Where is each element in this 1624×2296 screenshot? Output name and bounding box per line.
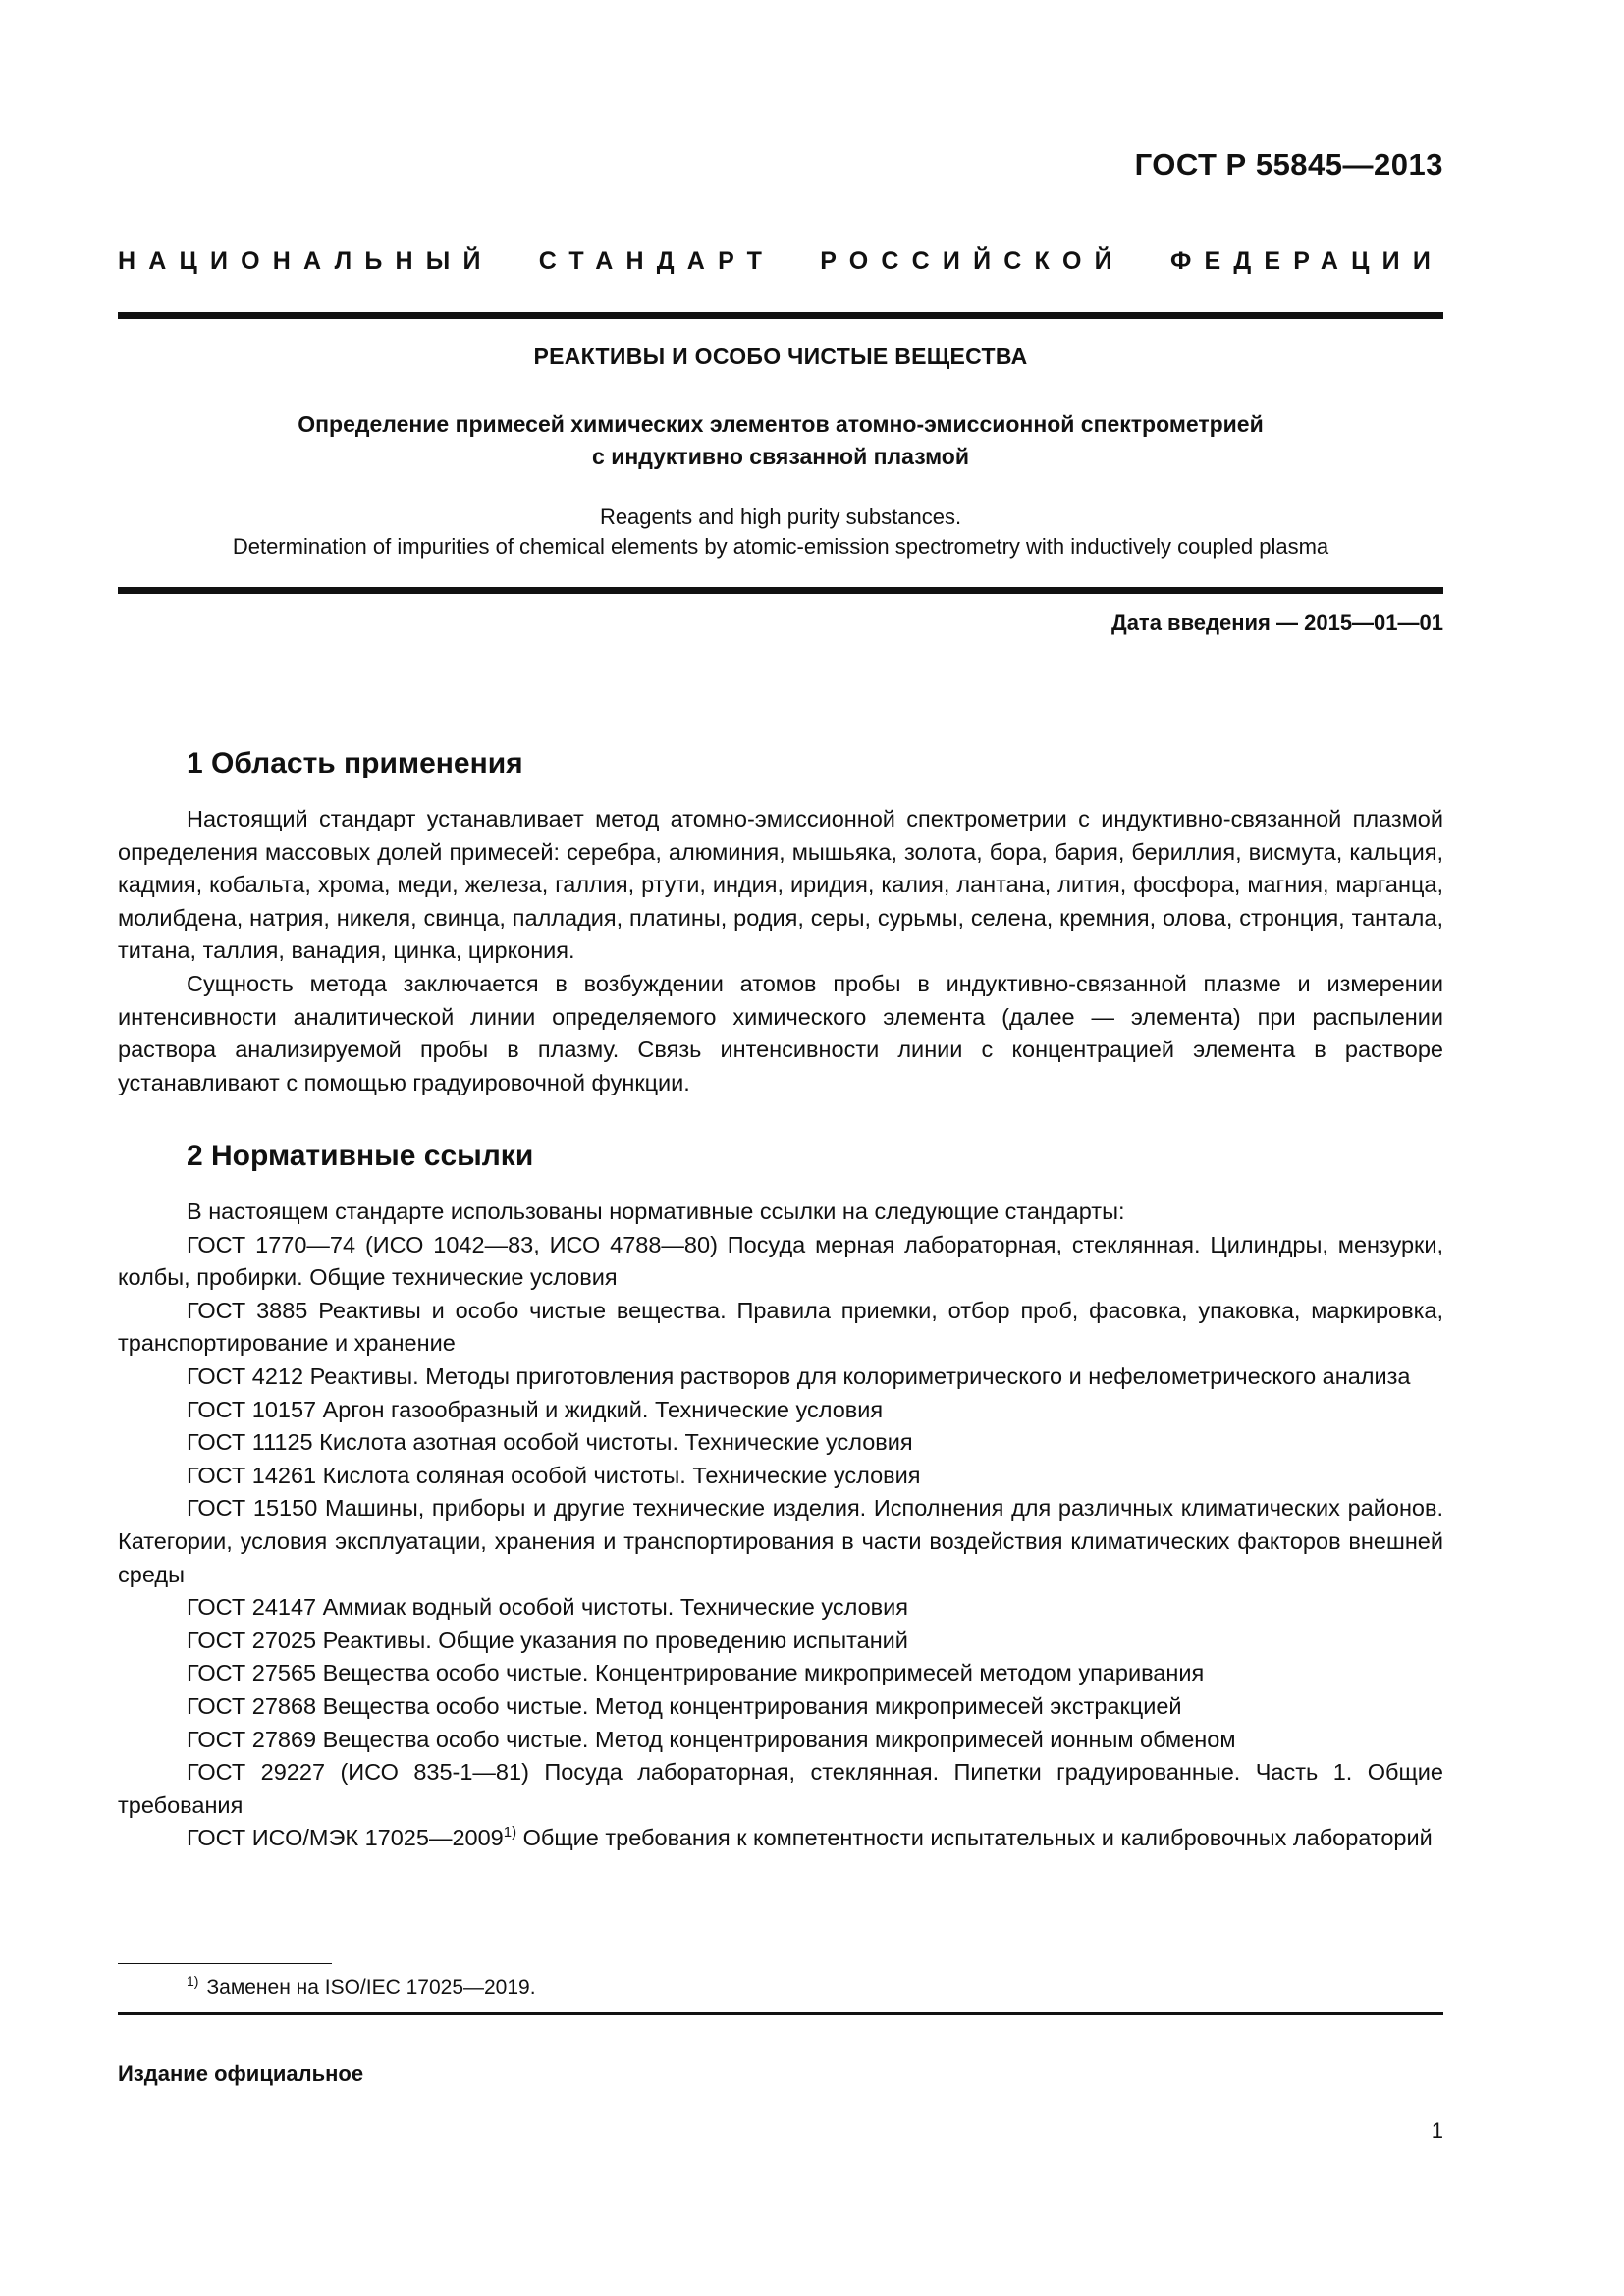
reference-item: ГОСТ 24147 Аммиак водный особой чистоты. Технические условия xyxy=(187,1594,908,1621)
footnote-divider xyxy=(118,1963,332,1964)
reference-item: ГОСТ 15150 Машины, приборы и другие технические изделия. Исполнения для различных климатических районов. Категории, условия эксплуатации, хранения и транспортирования в части воздействия климатических факторов внешней среды xyxy=(118,1495,1443,1587)
footnote-mark: 1) xyxy=(187,1973,199,1989)
reference-text: Общие требования к компетентности испытательных и калибровочных лабораторий xyxy=(516,1825,1433,1851)
reference-item: ГОСТ 27565 Вещества особо чистые. Концентрирование микропримесей методом упаривания xyxy=(187,1660,1205,1686)
reference-item-last xyxy=(118,1822,1443,1855)
paragraph: Сущность метода заключается в возбуждении атомов пробы в индуктивно-связанной плазме и измерении интенсивности аналитической линии определяемого химического элемента (далее — элемента) при распылении раствора анализируемой пробы в плазму. Связь интенсивности линии с концентрацией элемента в растворе устанавливают с помощью градуировочной функции. xyxy=(118,970,1443,1095)
top-divider xyxy=(118,312,1443,319)
section-heading: 2 Нормативные ссылки xyxy=(187,1140,534,1172)
reference-item: ГОСТ 27869 Вещества особо чистые. Метод концентрирования микропримесей ионным обменом xyxy=(187,1726,1236,1752)
section-heading: 1 Область применения xyxy=(187,747,523,779)
reference-item: ГОСТ 4212 Реактивы. Методы приготовления растворов для колориметрического и нефелометрического анализа xyxy=(187,1362,1411,1389)
footnote-marker[interactable]: 1) xyxy=(503,1824,517,1842)
reference-item: ГОСТ 29227 (ИСО 835-1—81) Посуда лабораторная, стеклянная. Пипетки градуированные. Часть 1. Общие требования xyxy=(118,1759,1443,1818)
document-number: ГОСТ Р 55845—2013 xyxy=(1134,147,1443,182)
title-divider xyxy=(118,587,1443,594)
reference-item: ГОСТ 1770—74 (ИСО 1042—83, ИСО 4788—80) Посуда мерная лабораторная, стеклянная. Цилиндры, мензурки, колбы, пробирки. Общие технические условия xyxy=(118,1231,1443,1291)
section-normative-references xyxy=(118,1137,1443,1855)
english-title-line-2: Determination of impurities of chemical elements by atomic-emission spectrometry with inductively coupled plasma xyxy=(232,534,1329,559)
reference-code: ГОСТ ИСО/МЭК 17025—2009 xyxy=(187,1825,504,1851)
document-page xyxy=(118,0,1443,2296)
document-title: РЕАКТИВЫ И ОСОБО ЧИСТЫЕ ВЕЩЕСТВА xyxy=(533,344,1028,369)
section-scope xyxy=(118,744,1443,1099)
reference-item: ГОСТ 11125 Кислота азотная особой чистоты. Технические условия xyxy=(187,1429,913,1456)
paragraph: Настоящий стандарт устанавливает метод атомно-эмиссионной спектрометрии с индуктивно-связанной плазмой определения массовых долей примесей: серебра, алюминия, мышьяка, золота, бора, бария, бериллия, висмута, кальция, кадмия, кобальта, хрома, меди, железа, галлия, ртути, индия, иридия, калия, лантана, лития, фосфора, магния, марганца, молибдена, натрия, никеля, свинца, палладия, платины, родия, серы, сурьмы, селена, кремния, олова, стронция, тантала, титана, таллия, ванадия, цинка, циркония. xyxy=(118,806,1443,964)
footnote-text: Заменен на ISO/IEC 17025—2019. xyxy=(206,1976,536,1999)
reference-item: ГОСТ 27025 Реактивы. Общие указания по проведению испытаний xyxy=(187,1627,908,1653)
edition-label: Издание официальное xyxy=(118,2061,364,2086)
introduction-date: Дата введения — 2015—01—01 xyxy=(1111,611,1443,635)
english-title xyxy=(118,503,1443,561)
reference-item: ГОСТ 27868 Вещества особо чистые. Метод концентрирования микропримесей экстракцией xyxy=(187,1692,1182,1719)
national-standard-banner: НАЦИОНАЛЬНЫЙ СТАНДАРТ РОССИЙСКОЙ ФЕДЕРАЦИИ xyxy=(118,247,1443,275)
subtitle-line-1: Определение примесей химических элементов атомно-эмиссионной спектрометрией xyxy=(298,411,1264,437)
english-title-line-1: Reagents and high purity substances. xyxy=(599,505,962,529)
reference-item: ГОСТ 10157 Аргон газообразный и жидкий. Технические условия xyxy=(187,1396,884,1422)
document-subtitle xyxy=(118,408,1443,473)
footnote xyxy=(187,1973,536,2002)
footer-divider xyxy=(118,2012,1443,2015)
page-number: 1 xyxy=(1431,2118,1443,2143)
subtitle-line-2: с индуктивно связанной плазмой xyxy=(592,444,969,469)
reference-item: ГОСТ 3885 Реактивы и особо чистые вещества. Правила приемки, отбор проб, фасовка, упаковка, маркировка, транспортирование и хранение xyxy=(118,1297,1443,1357)
reference-item: ГОСТ 14261 Кислота соляная особой чистоты. Технические условия xyxy=(187,1462,921,1488)
paragraph: В настоящем стандарте использованы нормативные ссылки на следующие стандарты: xyxy=(187,1199,1125,1224)
